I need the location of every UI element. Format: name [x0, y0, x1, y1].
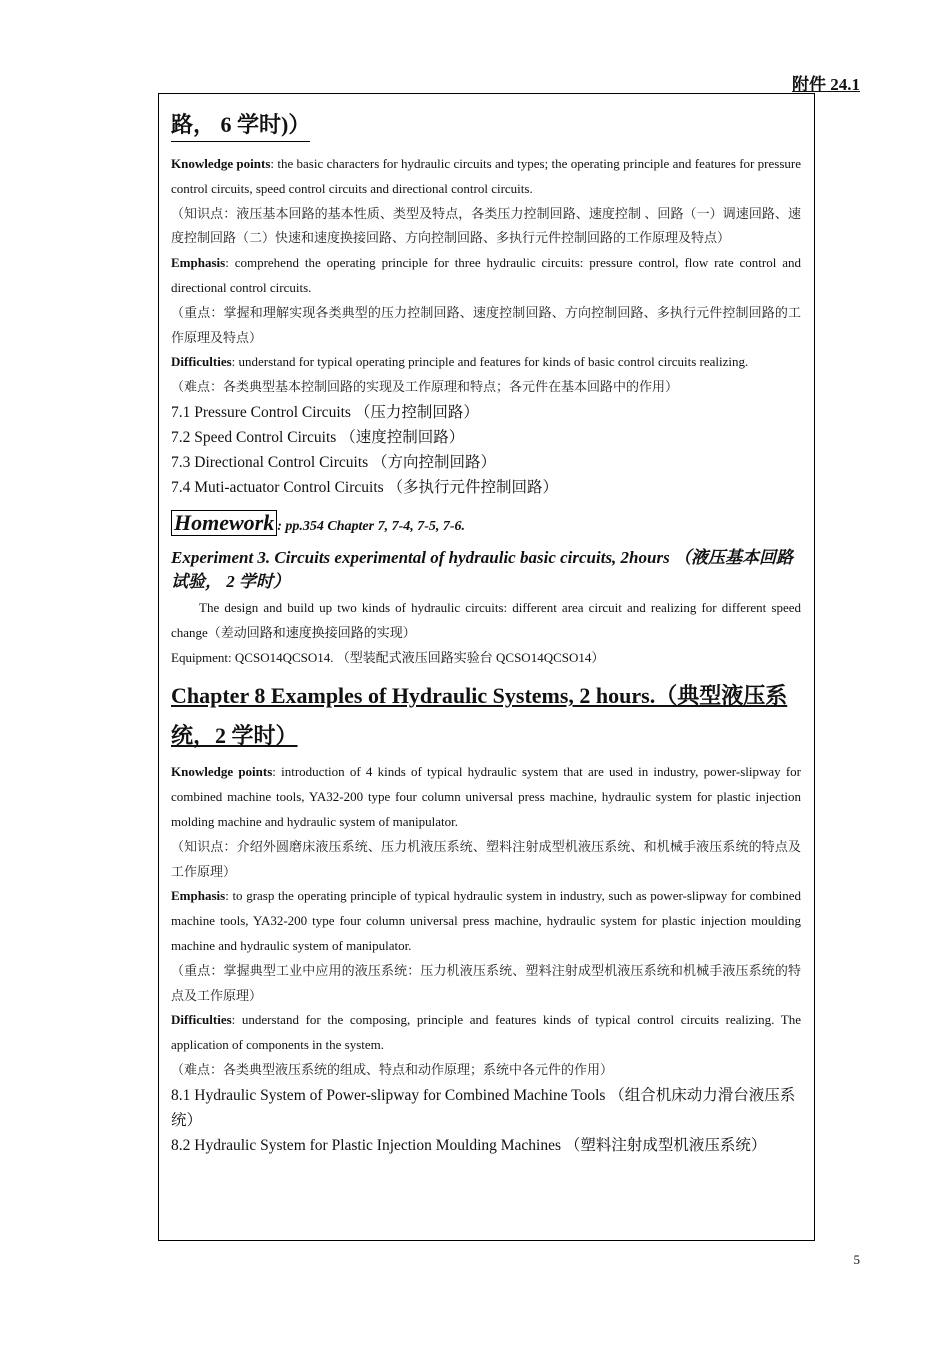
list-item: 7.3 Directional Control Circuits （方向控制回路） — [171, 453, 497, 471]
emphasis — [171, 251, 801, 301]
ch8-emphasis-cn: （重点：掌握典型工业中应用的液压系统：压力机液压系统、塑料注射成型机液压系统和机械手液压系统的特点及工作原理） — [171, 962, 801, 1003]
knowledge-points-label: Knowledge points — [171, 156, 271, 171]
difficulties — [171, 350, 801, 375]
list-item: 8.2 Hydraulic System for Plastic Injection Moulding Machines （塑料注射成型机液压系统） — [171, 1136, 767, 1154]
content-frame — [158, 93, 815, 1241]
difficulties-text: : understand for typical operating principle and features for kinds of basic control circuits realizing. — [231, 354, 749, 370]
list-item: 7.2 Speed Control Circuits （速度控制回路） — [171, 428, 465, 446]
homework-text: : pp.354 Chapter 7, 7-4, 7-5, 7-6. — [277, 518, 466, 534]
ch8-difficulties-text: : understand for the composing, principle and features kinds of typical control circuits realizing. The application of components in the system. — [171, 1012, 801, 1053]
difficulties-cn: （难点：各类典型基本控制回路的实现及工作原理和特点；各元件在基本回路中的作用） — [171, 379, 679, 395]
list-item: 7.1 Pressure Control Circuits （压力控制回路） — [171, 403, 479, 421]
ch8-knowledge-points-label: Knowledge points — [171, 764, 273, 780]
chapter-8-title: Chapter 8 Examples of Hydraulic Systems, 2 hours.（典型液压系统，2 学时） — [171, 683, 788, 749]
emphasis-text: : comprehend the operating principle for three hydraulic circuits: pressure control, flow rate control and directional control circuits. — [171, 255, 801, 295]
attachment-tag: 附件 24.1 — [792, 75, 860, 94]
ch8-difficulties-label: Difficulties — [171, 1012, 232, 1028]
emphasis-label: Emphasis — [171, 255, 226, 271]
ch8-emphasis-text: : to grasp the operating principle of typical hydraulic system in industry, such as power-slipway for combined machine tools, YA32-200 type four column universal press machine, hydraulic system for plastic injection moulding machine and hydraulic system of manipulator. — [171, 888, 801, 953]
experiment-equipment: Equipment: QCSO14QCSO14. （型装配式液压回路实验台 QCSO14QCSO14） — [171, 649, 605, 665]
ch8-emphasis-label: Emphasis — [171, 888, 226, 904]
emphasis-cn: （重点：掌握和理解实现各类典型的压力控制回路、速度控制回路、方向控制回路、多执行元件控制回路的工作原理及特点） — [171, 304, 801, 345]
ch8-difficulties-cn: （难点：各类典型液压系统的组成、特点和动作原理；系统中各元件的作用） — [171, 1061, 614, 1077]
experiment-title: Experiment 3. Circuits experimental of hydraulic basic circuits, 2hours （液压基本回路试验， 2 学时） — [171, 547, 793, 591]
ch8-knowledge-points-text: : introduction of 4 kinds of typical hydraulic system that are used in industry, power-slipway for combined machine tools, YA32-200 type four column universal press machine, hydraulic system for plastic injection molding machine and hydraulic system of manipulator. — [171, 764, 802, 829]
chapter-heading-continued: 路， 6 学时)） — [171, 108, 310, 142]
list-item: 7.4 Muti-actuator Control Circuits （多执行元件控制回路） — [171, 478, 559, 496]
ch8-knowledge-points — [171, 760, 801, 834]
knowledge-points-cn: （知识点：液压基本回路的基本性质、类型及特点，各类压力控制回路、速度控制 、回路（一）调速回路、速度控制回路（二）快速和速度换接回路、方向控制回路、多执行元件控制回路的工作原理及特点） — [171, 205, 801, 246]
experiment-description: The design and build up two kinds of hydraulic circuits: different area circuit and realizing for different speed change（差动回路和速度换接回路的实现） — [171, 599, 801, 640]
page-number: 5 — [853, 1252, 860, 1267]
difficulties-label: Difficulties — [171, 354, 232, 370]
list-item: 8.1 Hydraulic System of Power-slipway for Combined Machine Tools （组合机床动力滑台液压系统） — [171, 1086, 796, 1129]
knowledge-points-text: : the basic characters for hydraulic circuits and types; the operating principle and features for pressure control circuits, speed control circuits and directional control circuits. — [171, 156, 801, 196]
ch8-emphasis — [171, 884, 801, 958]
homework-label: Homework — [171, 510, 277, 536]
homework-line — [171, 510, 801, 536]
ch8-knowledge-points-cn: （知识点：介绍外圆磨床液压系统、压力机液压系统、塑料注射成型机液压系统、和机械手液压系统的特点及工作原理） — [171, 838, 801, 879]
knowledge-points — [171, 152, 801, 202]
ch8-difficulties — [171, 1008, 801, 1058]
